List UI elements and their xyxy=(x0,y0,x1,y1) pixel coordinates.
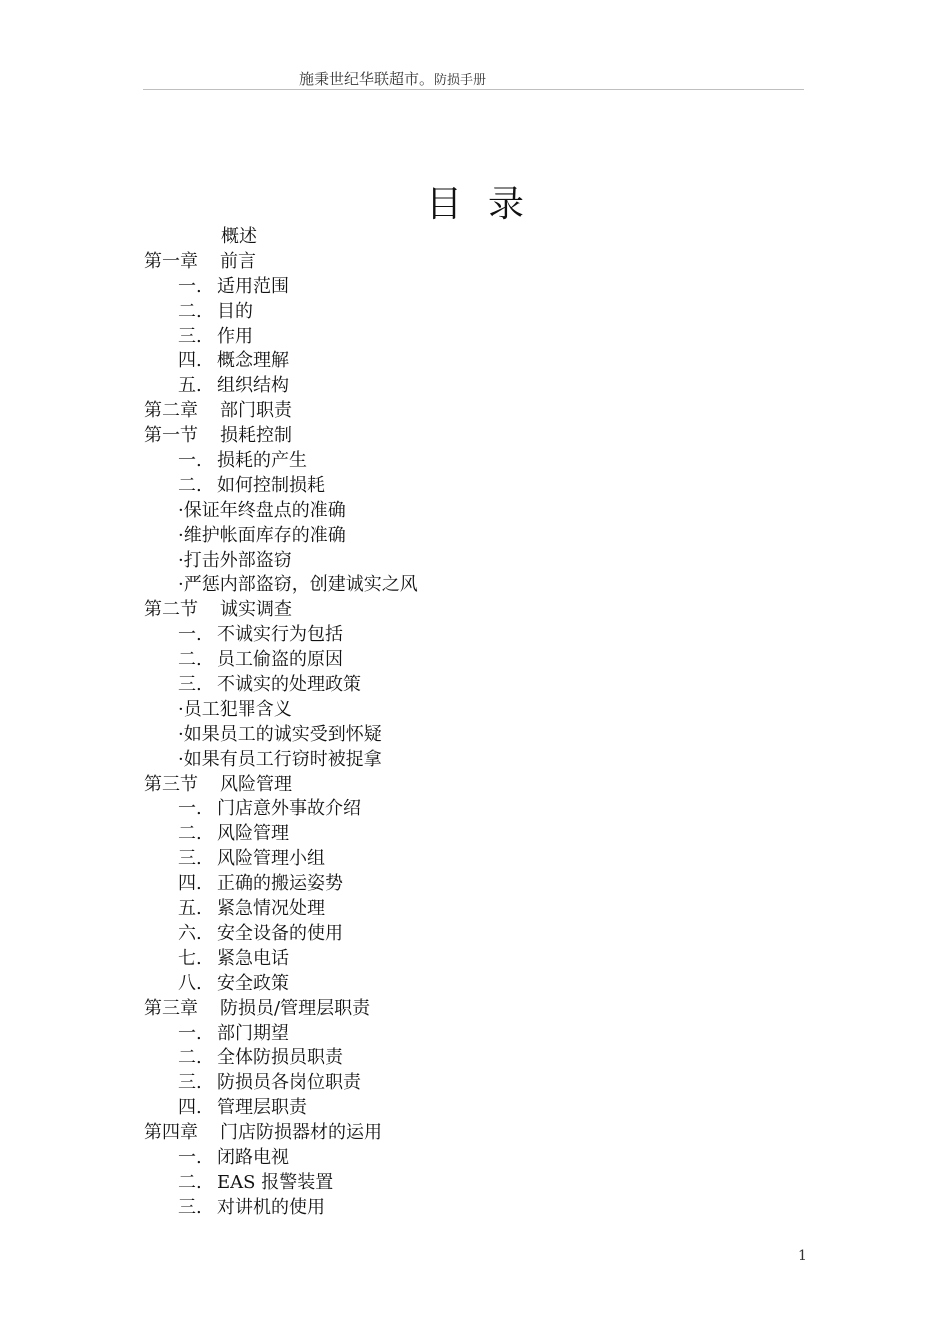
toc-entry-number: 三. xyxy=(178,1196,202,1218)
toc-entry-title: 作用 xyxy=(217,325,253,347)
table-of-contents xyxy=(144,225,804,1221)
toc-entry-title: 概念理解 xyxy=(217,350,289,372)
toc-entry-title: 门店意外事故介绍 xyxy=(217,798,361,820)
toc-entry-number: 七. xyxy=(178,947,202,969)
toc-entry-title: 防损员/管理层职责 xyxy=(220,997,371,1019)
header-company: 施秉世纪华联超市。 xyxy=(299,70,435,88)
toc-chapter xyxy=(144,399,804,424)
toc-entry-number: 三. xyxy=(178,1072,202,1094)
toc-entry-title: 紧急电话 xyxy=(217,947,289,969)
toc-item xyxy=(144,947,804,972)
toc-item xyxy=(144,1071,804,1096)
toc-entry-title: ·如果员工的诚实受到怀疑 xyxy=(178,723,382,745)
toc-entry-number: 八. xyxy=(178,972,202,994)
toc-item xyxy=(144,872,804,897)
toc-entry-number: 第二节 xyxy=(144,599,198,621)
toc-chapter xyxy=(144,424,804,449)
toc-chapter xyxy=(144,997,804,1022)
toc-item xyxy=(144,300,804,325)
toc-entry-title: 如何控制损耗 xyxy=(217,474,325,496)
toc-bullet xyxy=(144,698,804,723)
toc-entry-title: 适用范围 xyxy=(217,275,289,297)
toc-item xyxy=(144,349,804,374)
toc-entry-number: 五. xyxy=(178,375,202,397)
toc-entry-number: 五. xyxy=(178,898,202,920)
toc-entry-number: 一. xyxy=(178,798,202,820)
header-manual: 防损手册 xyxy=(434,73,487,88)
toc-entry-title: 闭路电视 xyxy=(217,1146,289,1168)
toc-entry-title: 紧急情况处理 xyxy=(217,898,325,920)
toc-entry-title: ·维护帐面库存的准确 xyxy=(178,524,346,546)
toc-item xyxy=(144,897,804,922)
toc-entry-number: 六. xyxy=(178,922,202,944)
toc-entry-number: 一. xyxy=(178,1022,202,1044)
toc-entry-title: 概述 xyxy=(221,226,257,247)
toc-entry-number: 二. xyxy=(178,300,202,322)
toc-item xyxy=(144,797,804,822)
toc-entry-title: 对讲机的使用 xyxy=(217,1196,325,1218)
toc-item xyxy=(144,1171,804,1196)
toc-entry-number: 第一节 xyxy=(144,425,198,447)
toc-entry-title: 不诚实行为包括 xyxy=(217,624,343,646)
toc-entry-title: 损耗控制 xyxy=(220,425,292,447)
toc-entry-title: 部门职责 xyxy=(220,400,292,422)
toc-item xyxy=(144,972,804,997)
toc-entry-title: 安全设备的使用 xyxy=(217,922,343,944)
toc-entry-title: 前言 xyxy=(220,250,256,272)
toc-item xyxy=(144,1096,804,1121)
toc-item xyxy=(144,1046,804,1071)
toc-item xyxy=(144,922,804,947)
toc-entry-number: 二. xyxy=(178,474,202,496)
toc-item xyxy=(144,474,804,499)
toc-entry-title: ·如果有员工行窃时被捉拿 xyxy=(178,748,382,770)
toc-entry-title: ·严惩内部盗窃，创建诚实之风 xyxy=(178,574,418,596)
toc-item xyxy=(144,822,804,847)
toc-item xyxy=(144,1146,804,1171)
toc-entry-title: 风险管理小组 xyxy=(217,848,325,870)
toc-entry-title: 正确的搬运姿势 xyxy=(217,873,343,895)
toc-entry-title: 部门期望 xyxy=(217,1022,289,1044)
toc-entry-title: 诚实调查 xyxy=(220,599,292,621)
toc-entry-title: 员工偷盗的原因 xyxy=(217,649,343,671)
toc-chapter xyxy=(144,250,804,275)
toc-item xyxy=(144,673,804,698)
toc-entry-number: 二. xyxy=(178,649,202,671)
toc-entry-number: 二. xyxy=(178,823,202,845)
toc-entry-number: 一. xyxy=(178,275,202,297)
toc-item xyxy=(144,275,804,300)
toc-item xyxy=(144,374,804,399)
toc-entry-title: 风险管理 xyxy=(217,823,289,845)
toc-chapter xyxy=(144,1121,804,1146)
toc-entry-title: ·打击外部盗窃 xyxy=(178,549,292,571)
toc-entry-title: 目的 xyxy=(217,300,253,322)
toc-entry-number: 第三章 xyxy=(144,997,198,1019)
toc-entry-title: 管理层职责 xyxy=(217,1097,307,1119)
toc-bullet xyxy=(144,549,804,574)
toc-entry-title: EAS 报警装置 xyxy=(217,1171,334,1193)
toc-item xyxy=(144,847,804,872)
toc-entry-title: 不诚实的处理政策 xyxy=(217,674,361,696)
toc-bullet xyxy=(144,573,804,598)
toc-chapter xyxy=(144,598,804,623)
toc-entry-number: 第一章 xyxy=(144,250,198,272)
toc-entry-number: 第四章 xyxy=(144,1122,198,1144)
toc-entry-title: 安全政策 xyxy=(217,972,289,994)
toc-entry-number: 一. xyxy=(178,624,202,646)
toc-entry-number: 三. xyxy=(178,848,202,870)
toc-entry-title: 风险管理 xyxy=(220,773,292,795)
toc-entry-title: 损耗的产生 xyxy=(217,450,307,472)
toc-entry-number: 第二章 xyxy=(144,400,198,422)
toc-bullet xyxy=(144,748,804,773)
toc-item xyxy=(144,1196,804,1221)
toc-item xyxy=(144,1022,804,1047)
toc-bullet xyxy=(144,723,804,748)
toc-entry-title: 组织结构 xyxy=(217,375,289,397)
page-header xyxy=(299,68,486,89)
toc-item xyxy=(144,648,804,673)
toc-entry-title: 全体防损员职责 xyxy=(217,1047,343,1069)
header-divider xyxy=(143,89,804,90)
toc-entry-number: 三. xyxy=(178,674,202,696)
toc-entry-number: 一. xyxy=(178,450,202,472)
page-number: 1 xyxy=(798,1248,807,1264)
toc-entry-number: 三. xyxy=(178,325,202,347)
toc-entry-number: 二. xyxy=(178,1171,202,1193)
toc-item xyxy=(144,623,804,648)
toc-entry-title: 门店防损器材的运用 xyxy=(220,1122,382,1144)
toc-bullet xyxy=(144,499,804,524)
toc-entry-title: ·员工犯罪含义 xyxy=(178,698,292,720)
toc-entry-number: 第三节 xyxy=(144,773,198,795)
toc-item xyxy=(144,325,804,350)
page-title: 目录 xyxy=(425,184,550,225)
toc-bullet xyxy=(144,524,804,549)
toc-item xyxy=(144,449,804,474)
toc-entry-number: 一. xyxy=(178,1146,202,1168)
toc-entry-title: ·保证年终盘点的准确 xyxy=(178,499,346,521)
toc-entry-number: 二. xyxy=(178,1047,202,1069)
toc-entry-number: 四. xyxy=(178,873,202,895)
toc-entry-title: 防损员各岗位职责 xyxy=(217,1072,361,1094)
toc-chapter xyxy=(144,773,804,798)
toc-entry-number: 四. xyxy=(178,1097,202,1119)
toc-entry-number: 四. xyxy=(178,350,202,372)
toc-overview xyxy=(144,225,804,250)
